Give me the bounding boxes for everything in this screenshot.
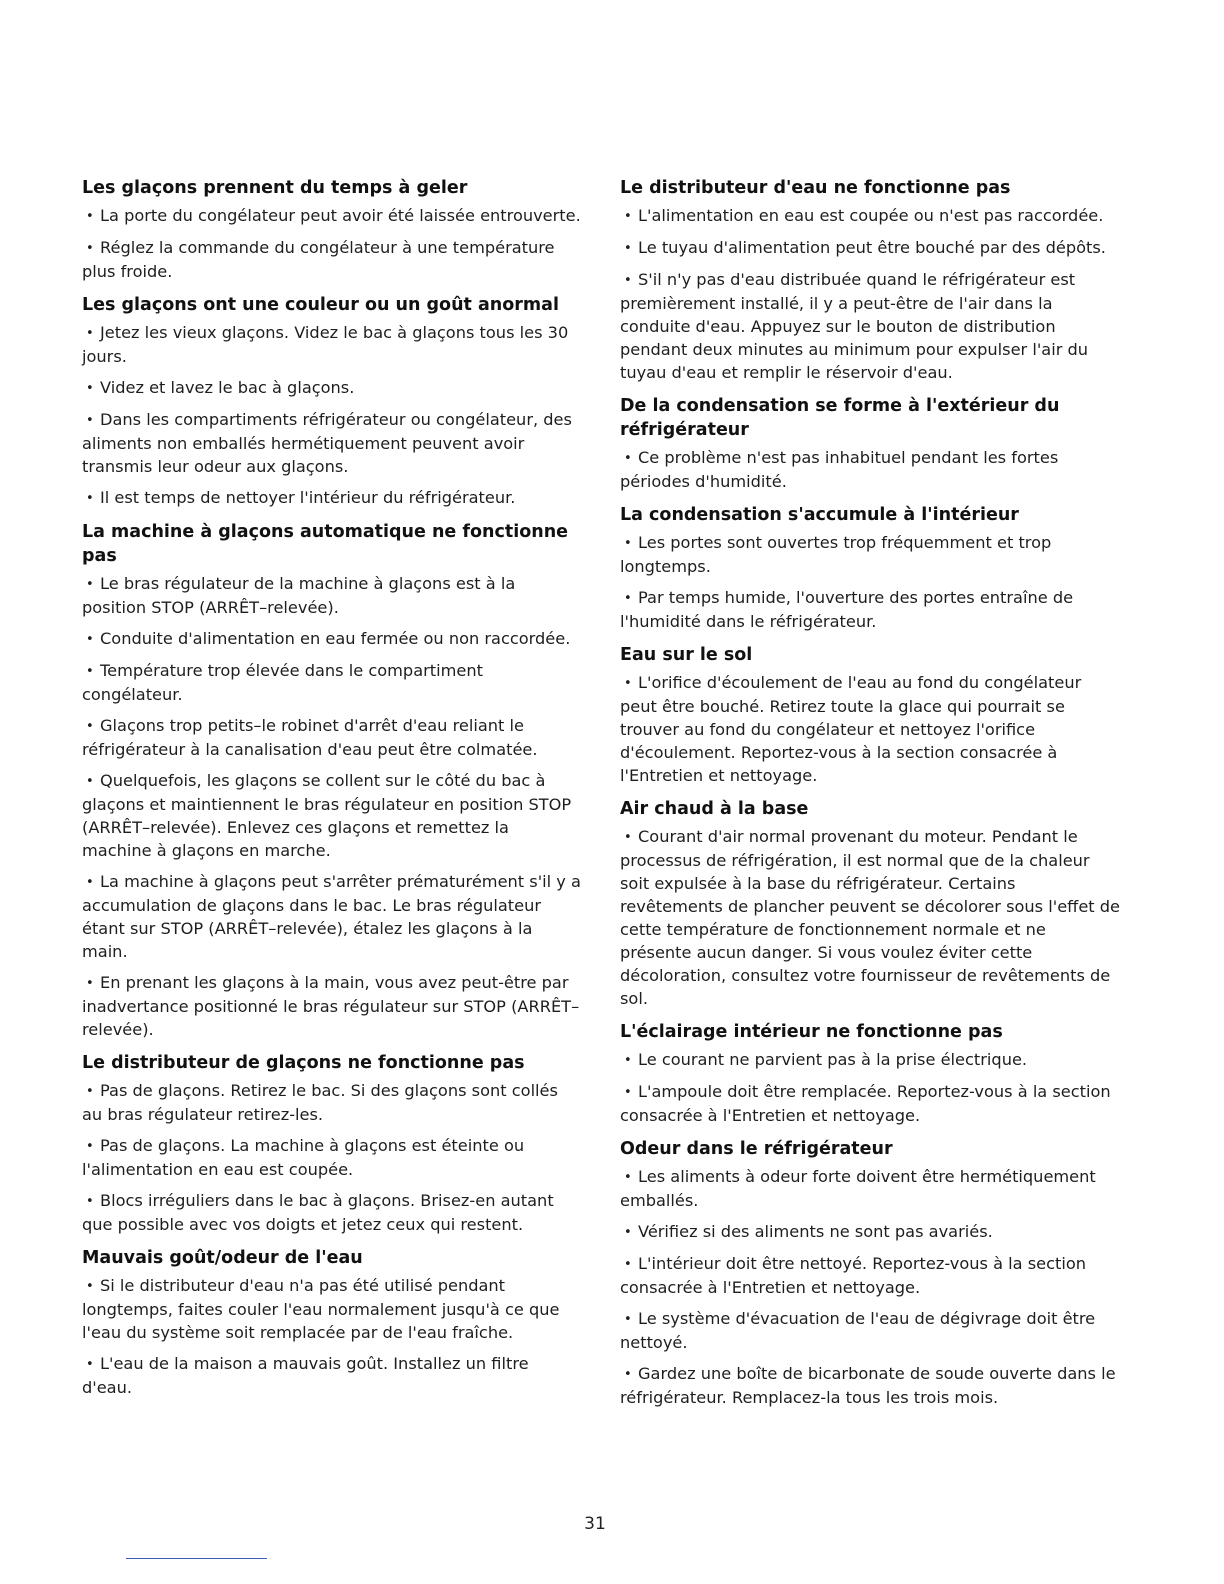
bullet-item: • Vérifiez si des aliments ne sont pas avariés. bbox=[620, 1220, 1120, 1244]
section-heading: Le distributeur de glaçons ne fonctionne pas bbox=[82, 1053, 525, 1073]
bullet-item: • Il est temps de nettoyer l'intérieur du réfrigérateur. bbox=[82, 486, 582, 510]
section-heading: Le distributeur d'eau ne fonctionne pas bbox=[620, 178, 1011, 198]
bullet-item: • Dans les compartiments réfrigérateur ou congélateur, des aliments non emballés hermétiquement peuvent avoir transmis leur odeur aux glaçons. bbox=[82, 408, 582, 478]
section-heading: Odeur dans le réfrigérateur bbox=[620, 1139, 893, 1159]
page-number: 31 bbox=[584, 1514, 606, 1534]
section-heading: L'éclairage intérieur ne fonctionne pas bbox=[620, 1022, 1003, 1042]
section-heading: La machine à glaçons automatique ne fonctionne pas bbox=[82, 522, 569, 566]
bullet-item: • Le système d'évacuation de l'eau de dégivrage doit être nettoyé. bbox=[620, 1307, 1120, 1354]
section-heading: Les glaçons ont une couleur ou un goût anormal bbox=[82, 295, 559, 315]
bullet-item: • La machine à glaçons peut s'arrêter prématurément s'il y a accumulation de glaçons dans le bac. Le bras régulateur étant sur STOP (ARRÊT–relevée), étalez les glaçons à la main. bbox=[82, 870, 582, 963]
troubleshooting-section bbox=[82, 176, 582, 283]
bullet-item: • Le courant ne parvient pas à la prise électrique. bbox=[620, 1048, 1120, 1072]
bullet-item: • Si le distributeur d'eau n'a pas été utilisé pendant longtemps, faites couler l'eau normalement jusqu'à ce que l'eau du système soit remplacée par de l'eau fraîche. bbox=[82, 1274, 582, 1344]
left-column bbox=[82, 176, 582, 1409]
troubleshooting-section bbox=[82, 1051, 582, 1236]
bullet-item: • L'orifice d'écoulement de l'eau au fond du congélateur peut être bouché. Retirez toute la glace qui pourrait se trouver au fond du congélateur et nettoyez l'orifice d'écoulement. Reportez-vous à la section consacrée à l'Entretien et nettoyage. bbox=[620, 671, 1120, 787]
bullet-item: • Les aliments à odeur forte doivent être hermétiquement emballés. bbox=[620, 1165, 1120, 1212]
bullet-item: • Réglez la commande du congélateur à une température plus froide. bbox=[82, 236, 582, 283]
bullet-item: • Blocs irréguliers dans le bac à glaçons. Brisez-en autant que possible avec vos doigts et jetez ceux qui restent. bbox=[82, 1189, 582, 1236]
bullet-item: • L'eau de la maison a mauvais goût. Installez un filtre d'eau. bbox=[82, 1352, 582, 1399]
bullet-item: • L'ampoule doit être remplacée. Reportez-vous à la section consacrée à l'Entretien et nettoyage. bbox=[620, 1080, 1120, 1127]
bullet-item: • Conduite d'alimentation en eau fermée ou non raccordée. bbox=[82, 627, 582, 651]
bullet-item: • Le tuyau d'alimentation peut être bouché par des dépôts. bbox=[620, 236, 1120, 260]
troubleshooting-section bbox=[82, 1246, 582, 1399]
section-heading: La condensation s'accumule à l'intérieur bbox=[620, 505, 1019, 525]
section-heading: Mauvais goût/odeur de l'eau bbox=[82, 1248, 363, 1268]
bullet-item: • Les portes sont ouvertes trop fréquemment et trop longtemps. bbox=[620, 531, 1120, 578]
troubleshooting-section bbox=[82, 293, 582, 510]
section-heading: Eau sur le sol bbox=[620, 645, 753, 665]
troubleshooting-section bbox=[620, 643, 1120, 787]
bullet-item: • La porte du congélateur peut avoir été laissée entrouverte. bbox=[82, 204, 582, 228]
troubleshooting-section bbox=[620, 1137, 1120, 1409]
bullet-item: • Température trop élevée dans le compartiment congélateur. bbox=[82, 659, 582, 706]
bullet-item: • Le bras régulateur de la machine à glaçons est à la position STOP (ARRÊT–relevée). bbox=[82, 572, 582, 619]
section-heading: De la condensation se forme à l'extérieur du réfrigérateur bbox=[620, 396, 1060, 440]
bullet-item: • Par temps humide, l'ouverture des portes entraîne de l'humidité dans le réfrigérateur. bbox=[620, 586, 1120, 633]
bullet-item: • S'il n'y pas d'eau distribuée quand le réfrigérateur est premièrement installé, il y a peut-être de l'air dans la conduite d'eau. Appuyez sur le bouton de distribution pendant deux minutes au minimum pour expulser l'air du tuyau d'eau et remplir le réservoir d'eau. bbox=[620, 268, 1120, 384]
section-heading: Les glaçons prennent du temps à geler bbox=[82, 178, 468, 198]
troubleshooting-section bbox=[620, 394, 1120, 493]
bullet-item: • Ce problème n'est pas inhabituel pendant les fortes périodes d'humidité. bbox=[620, 446, 1120, 493]
bullet-item: • L'intérieur doit être nettoyé. Reportez-vous à la section consacrée à l'Entretien et nettoyage. bbox=[620, 1252, 1120, 1299]
bullet-item: • Courant d'air normal provenant du moteur. Pendant le processus de réfrigération, il est normal que de la chaleur soit expulsée à la base du réfrigérateur. Certains revêtements de plancher peuvent se décolorer sous l'effet de cette température de fonctionnement normale et ne présente aucun danger. Si vous voulez éviter cette décoloration, consultez votre fournisseur de revêtements de sol. bbox=[620, 825, 1120, 1010]
bullet-item: • Pas de glaçons. Retirez le bac. Si des glaçons sont collés au bras régulateur retirez-les. bbox=[82, 1079, 582, 1126]
troubleshooting-section bbox=[620, 797, 1120, 1010]
bullet-item: • Videz et lavez le bac à glaçons. bbox=[82, 376, 582, 400]
troubleshooting-section bbox=[620, 503, 1120, 633]
right-column bbox=[620, 176, 1120, 1419]
troubleshooting-section bbox=[620, 176, 1120, 384]
section-heading: Air chaud à la base bbox=[620, 799, 809, 819]
bullet-item: • Pas de glaçons. La machine à glaçons est éteinte ou l'alimentation en eau est coupée. bbox=[82, 1134, 582, 1181]
bullet-item: • Jetez les vieux glaçons. Videz le bac à glaçons tous les 30 jours. bbox=[82, 321, 582, 368]
bullet-item: • Quelquefois, les glaçons se collent sur le côté du bac à glaçons et maintiennent le bras régulateur en position STOP (ARRÊT–relevée). Enlevez ces glaçons et remettez la machine à glaçons en marche. bbox=[82, 769, 582, 862]
footer-rule bbox=[126, 1558, 267, 1559]
bullet-item: • L'alimentation en eau est coupée ou n'est pas raccordée. bbox=[620, 204, 1120, 228]
bullet-item: • Gardez une boîte de bicarbonate de soude ouverte dans le réfrigérateur. Remplacez-la tous les trois mois. bbox=[620, 1362, 1120, 1409]
bullet-item: • En prenant les glaçons à la main, vous avez peut-être par inadvertance positionné le bras régulateur sur STOP (ARRÊT–relevée). bbox=[82, 971, 582, 1041]
troubleshooting-section bbox=[82, 520, 582, 1041]
troubleshooting-section bbox=[620, 1020, 1120, 1127]
bullet-item: • Glaçons trop petits–le robinet d'arrêt d'eau reliant le réfrigérateur à la canalisation d'eau peut être colmatée. bbox=[82, 714, 582, 761]
